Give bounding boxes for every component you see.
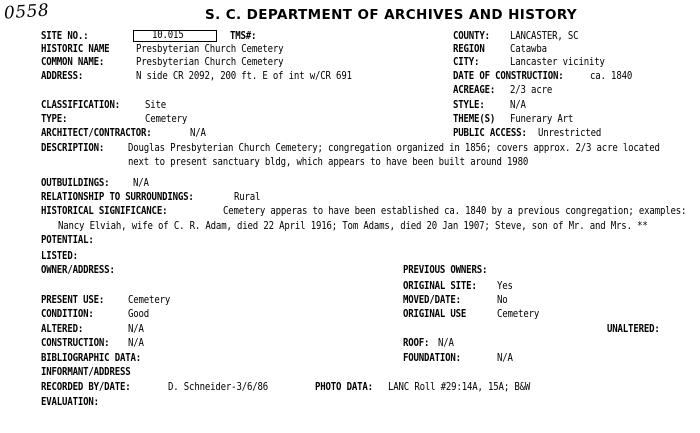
address-value: N side CR 2092, 200 ft. E of int w/CR 691 [136, 70, 352, 82]
date-construction-value: ca. 1840 [590, 70, 633, 82]
address-label: ADDRESS: [41, 70, 84, 82]
roof-value: N/A [438, 337, 454, 349]
significance-label: HISTORICAL SIGNIFICANCE: [41, 205, 168, 217]
bibliographic-label: BIBLIOGRAPHIC DATA: [41, 352, 142, 364]
construction-label: CONSTRUCTION: [41, 337, 110, 349]
potential-label: POTENTIAL: [41, 234, 94, 246]
style-value: N/A [510, 99, 526, 111]
county-label: COUNTY: [453, 30, 490, 42]
significance-line-1: Cemetery apperas to have been established ca. 1840 by a previous congregation; examples: [223, 205, 687, 217]
present-use-value: Cemetery [128, 294, 171, 306]
historic-name-value: Presbyterian Church Cemetery [136, 43, 284, 55]
architect-value: N/A [190, 127, 206, 139]
owner-address-label: OWNER/ADDRESS: [41, 264, 115, 276]
historic-name-label: HISTORIC NAME [41, 43, 110, 55]
original-use-label: ORIGINAL USE [403, 308, 467, 320]
evaluation-label: EVALUATION: [41, 396, 99, 408]
public-access-value: Unrestricted [538, 127, 602, 139]
description-label: DESCRIPTION: [41, 142, 105, 154]
relationship-label: RELATIONSHIP TO SURROUNDINGS: [41, 191, 194, 203]
condition-value: Good [128, 308, 150, 320]
outbuildings-label: OUTBUILDINGS: [41, 177, 110, 189]
classification-label: CLASSIFICATION: [41, 99, 120, 111]
recorded-by-value: D. Schneider-3/6/86 [168, 381, 269, 393]
listed-label: LISTED: [41, 250, 78, 262]
altered-value: N/A [128, 323, 144, 335]
significance-line-2: Nancy Elviah, wife of C. R. Adam, died 22 April 1916; Tom Adams, died 20 Jan 1907; Steve, son of Mr. and Mrs. ** [58, 220, 648, 232]
handwritten-page-number: 0558 [3, 0, 50, 24]
site-no-value: 10.015 [152, 29, 184, 41]
tms-label: TMS#: [230, 30, 257, 42]
description-line-2: next to present sanctuary bldg, which appears to have been built around 1980 [128, 156, 529, 168]
roof-label: ROOF: [403, 337, 430, 349]
themes-value: Funerary Art [510, 113, 574, 125]
acreage-value: 2/3 acre [510, 84, 553, 96]
public-access-label: PUBLIC ACCESS: [453, 127, 527, 139]
recorded-by-label: RECORDED BY/DATE: [41, 381, 131, 393]
style-label: STYLE: [453, 99, 485, 111]
photo-data-label: PHOTO DATA: [315, 381, 373, 393]
city-label: CITY: [453, 56, 480, 68]
previous-owners-label: PREVIOUS OWNERS: [403, 264, 488, 276]
altered-label: ALTERED: [41, 323, 84, 335]
original-use-value: Cemetery [497, 308, 540, 320]
region-label: REGION [453, 43, 485, 55]
present-use-label: PRESENT USE: [41, 294, 105, 306]
common-name-value: Presbyterian Church Cemetery [136, 56, 284, 68]
county-value: LANCASTER, SC [510, 30, 579, 42]
condition-label: CONDITION: [41, 308, 94, 320]
outbuildings-value: N/A [133, 177, 149, 189]
informant-label: INFORMANT/ADDRESS [41, 366, 131, 378]
type-value: Cemetery [145, 113, 188, 125]
date-construction-label: DATE OF CONSTRUCTION: [453, 70, 564, 82]
classification-value: Site [145, 99, 167, 111]
type-label: TYPE: [41, 113, 68, 125]
relationship-value: Rural [234, 191, 261, 203]
unaltered-label: UNALTERED: [607, 323, 660, 335]
photo-data-value: LANC Roll #29:14A, 15A; B&W [388, 381, 531, 393]
common-name-label: COMMON NAME: [41, 56, 105, 68]
original-site-label: ORIGINAL SITE: [403, 280, 477, 292]
foundation-value: N/A [497, 352, 513, 364]
foundation-label: FOUNDATION: [403, 352, 461, 364]
acreage-label: ACREAGE: [453, 84, 496, 96]
document-header: S. C. DEPARTMENT OF ARCHIVES AND HISTORY [205, 7, 578, 23]
construction-value: N/A [128, 337, 144, 349]
city-value: Lancaster vicinity [510, 56, 605, 68]
original-site-value: Yes [497, 280, 513, 292]
description-line-1: Douglas Presbyterian Church Cemetery; congregation organized in 1856; covers approx. 2/3 acre located [128, 142, 660, 154]
site-no-label: SITE NO.: [41, 30, 89, 42]
moved-date-label: MOVED/DATE: [403, 294, 461, 306]
architect-label: ARCHITECT/CONTRACTOR: [41, 127, 152, 139]
region-value: Catawba [510, 43, 547, 55]
moved-date-value: No [497, 294, 508, 306]
themes-label: THEME(S) [453, 113, 496, 125]
